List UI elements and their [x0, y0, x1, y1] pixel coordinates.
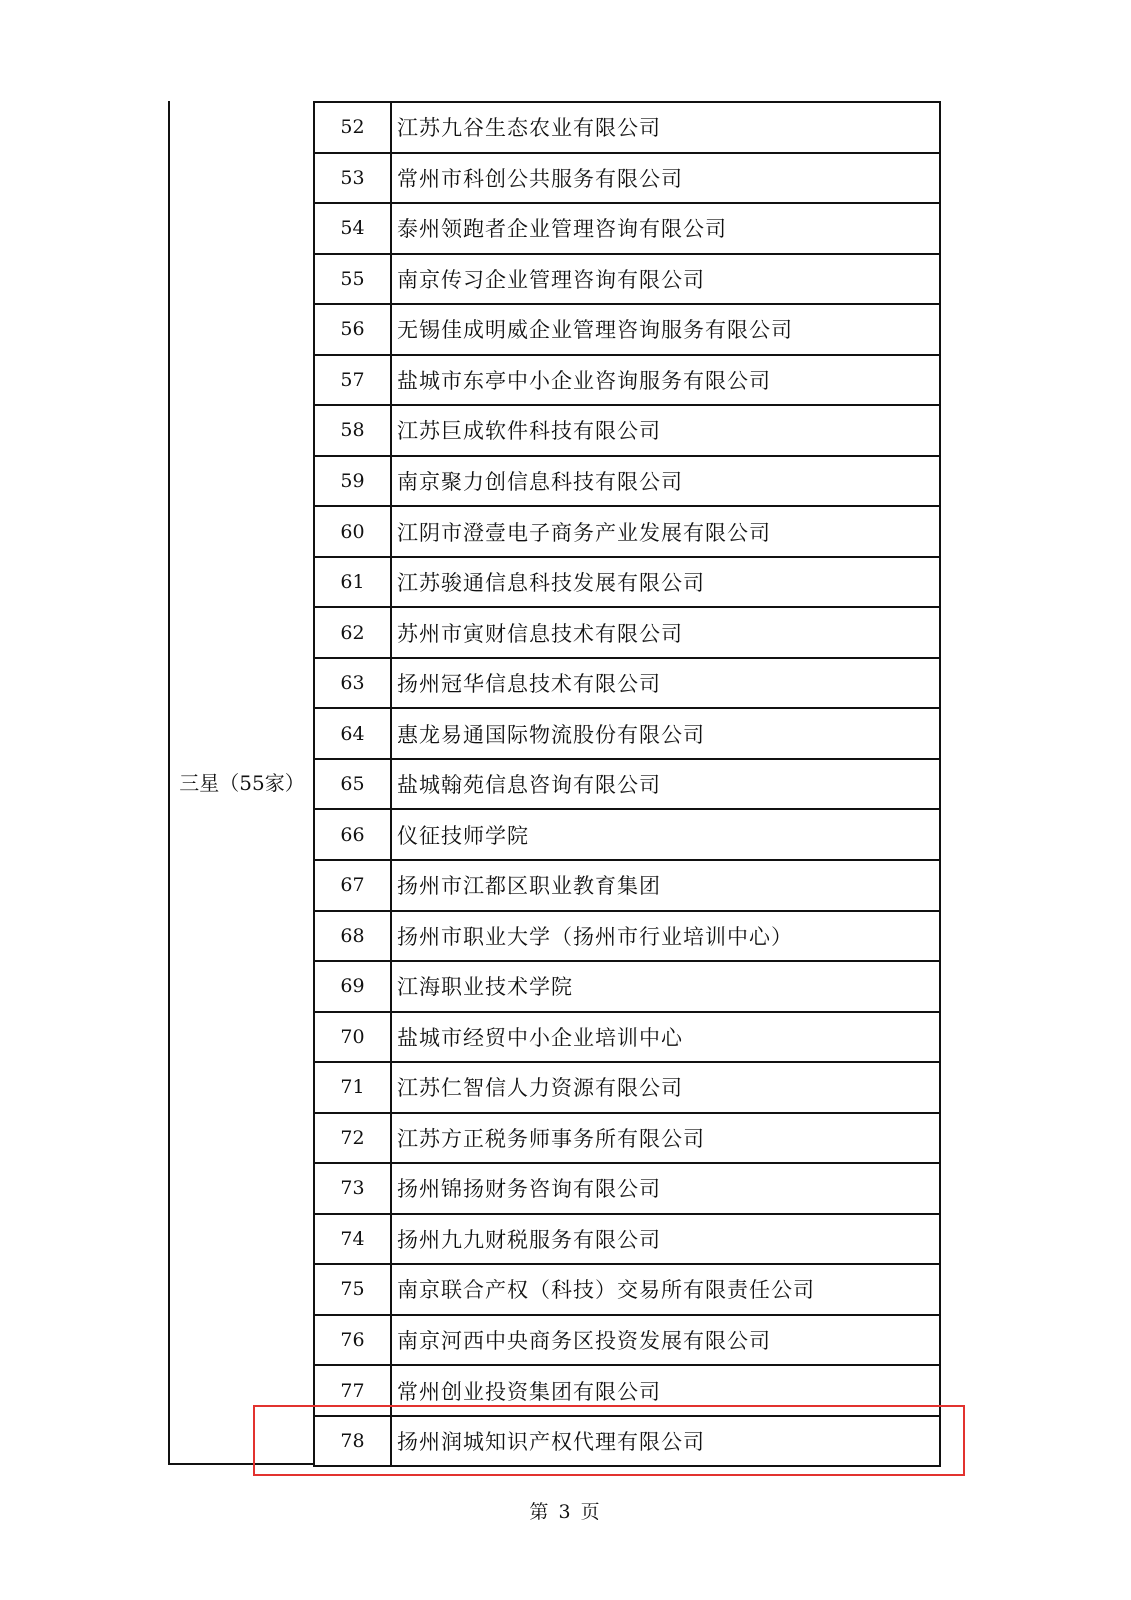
company-name: 常州创业投资集团有限公司: [392, 1366, 941, 1415]
row-number: 63: [315, 659, 392, 708]
row-number: 78: [315, 1417, 392, 1466]
row-number: 52: [315, 103, 392, 152]
company-name: 无锡佳成明威企业管理咨询服务有限公司: [392, 305, 941, 354]
company-name: 南京传习企业管理咨询有限公司: [392, 255, 941, 304]
company-name: 苏州市寅财信息技术有限公司: [392, 608, 941, 657]
company-name: 惠龙易通国际物流股份有限公司: [392, 709, 941, 758]
table-row: [315, 406, 941, 457]
row-number: 73: [315, 1164, 392, 1213]
company-name: 盐城市经贸中小企业培训中心: [392, 1013, 941, 1062]
row-number: 59: [315, 457, 392, 506]
company-name: 江海职业技术学院: [392, 962, 941, 1011]
company-name: 盐城翰苑信息咨询有限公司: [392, 760, 941, 809]
table-row: [315, 103, 941, 154]
table-row: [315, 457, 941, 508]
company-name: 扬州市江都区职业教育集团: [392, 861, 941, 910]
row-number: 62: [315, 608, 392, 657]
row-number: 67: [315, 861, 392, 910]
table-row: [315, 1164, 941, 1215]
table-row: [315, 558, 941, 609]
row-number: 70: [315, 1013, 392, 1062]
category-column: [168, 101, 314, 1465]
row-number: 71: [315, 1063, 392, 1112]
row-number: 68: [315, 912, 392, 961]
company-name: 盐城市东亭中小企业咨询服务有限公司: [392, 356, 941, 405]
company-name: 扬州润城知识产权代理有限公司: [392, 1417, 941, 1466]
row-number: 58: [315, 406, 392, 455]
row-number: 53: [315, 154, 392, 203]
table-row: [315, 1013, 941, 1064]
company-name: 扬州九九财税服务有限公司: [392, 1215, 941, 1264]
category-label: 三星（55家）: [179, 771, 305, 795]
table-row: [315, 861, 941, 912]
table-row: [315, 305, 941, 356]
table-row: [315, 810, 941, 861]
company-name: 江苏骏通信息科技发展有限公司: [392, 558, 941, 607]
row-number: 69: [315, 962, 392, 1011]
company-name: 江苏仁智信人力资源有限公司: [392, 1063, 941, 1112]
row-number: 65: [315, 760, 392, 809]
table-row: [315, 356, 941, 407]
table-row: [315, 1215, 941, 1266]
company-name: 江苏巨成软件科技有限公司: [392, 406, 941, 455]
row-number: 72: [315, 1114, 392, 1163]
row-number: 66: [315, 810, 392, 859]
company-name: 扬州市职业大学（扬州市行业培训中心）: [392, 912, 941, 961]
row-number: 60: [315, 507, 392, 556]
row-number: 75: [315, 1265, 392, 1314]
company-name: 仪征技师学院: [392, 810, 941, 859]
row-number: 74: [315, 1215, 392, 1264]
row-number: 54: [315, 204, 392, 253]
company-name: 南京聚力创信息科技有限公司: [392, 457, 941, 506]
table-row: [315, 709, 941, 760]
table-row: [315, 1063, 941, 1114]
company-name: 南京河西中央商务区投资发展有限公司: [392, 1316, 941, 1365]
table-row: [315, 962, 941, 1013]
company-name: 江苏方正税务师事务所有限公司: [392, 1114, 941, 1163]
row-number: 61: [315, 558, 392, 607]
company-name: 扬州锦扬财务咨询有限公司: [392, 1164, 941, 1213]
page-number: 第 3 页: [529, 1501, 602, 1523]
row-number: 57: [315, 356, 392, 405]
company-name: 南京联合产权（科技）交易所有限责任公司: [392, 1265, 941, 1314]
company-name: 江苏九谷生态农业有限公司: [392, 103, 941, 152]
table-row: [315, 1265, 941, 1316]
row-number: 76: [315, 1316, 392, 1365]
table-row: [315, 1114, 941, 1165]
company-name: 泰州领跑者企业管理咨询有限公司: [392, 204, 941, 253]
table-row: [315, 255, 941, 306]
table-row: [315, 204, 941, 255]
table-row: [315, 154, 941, 205]
table-row: [315, 608, 941, 659]
company-name: 常州市科创公共服务有限公司: [392, 154, 941, 203]
highlight-box: [253, 1405, 965, 1476]
table-row: [315, 659, 941, 710]
table-row: [315, 507, 941, 558]
table-row: [315, 1316, 941, 1367]
row-number: 77: [315, 1366, 392, 1415]
row-number: 56: [315, 305, 392, 354]
row-number: 55: [315, 255, 392, 304]
row-number: 64: [315, 709, 392, 758]
company-table: [313, 101, 941, 1467]
table-row: [315, 760, 941, 811]
company-name: 江阴市澄壹电子商务产业发展有限公司: [392, 507, 941, 556]
table-row: [315, 912, 941, 963]
company-name: 扬州冠华信息技术有限公司: [392, 659, 941, 708]
